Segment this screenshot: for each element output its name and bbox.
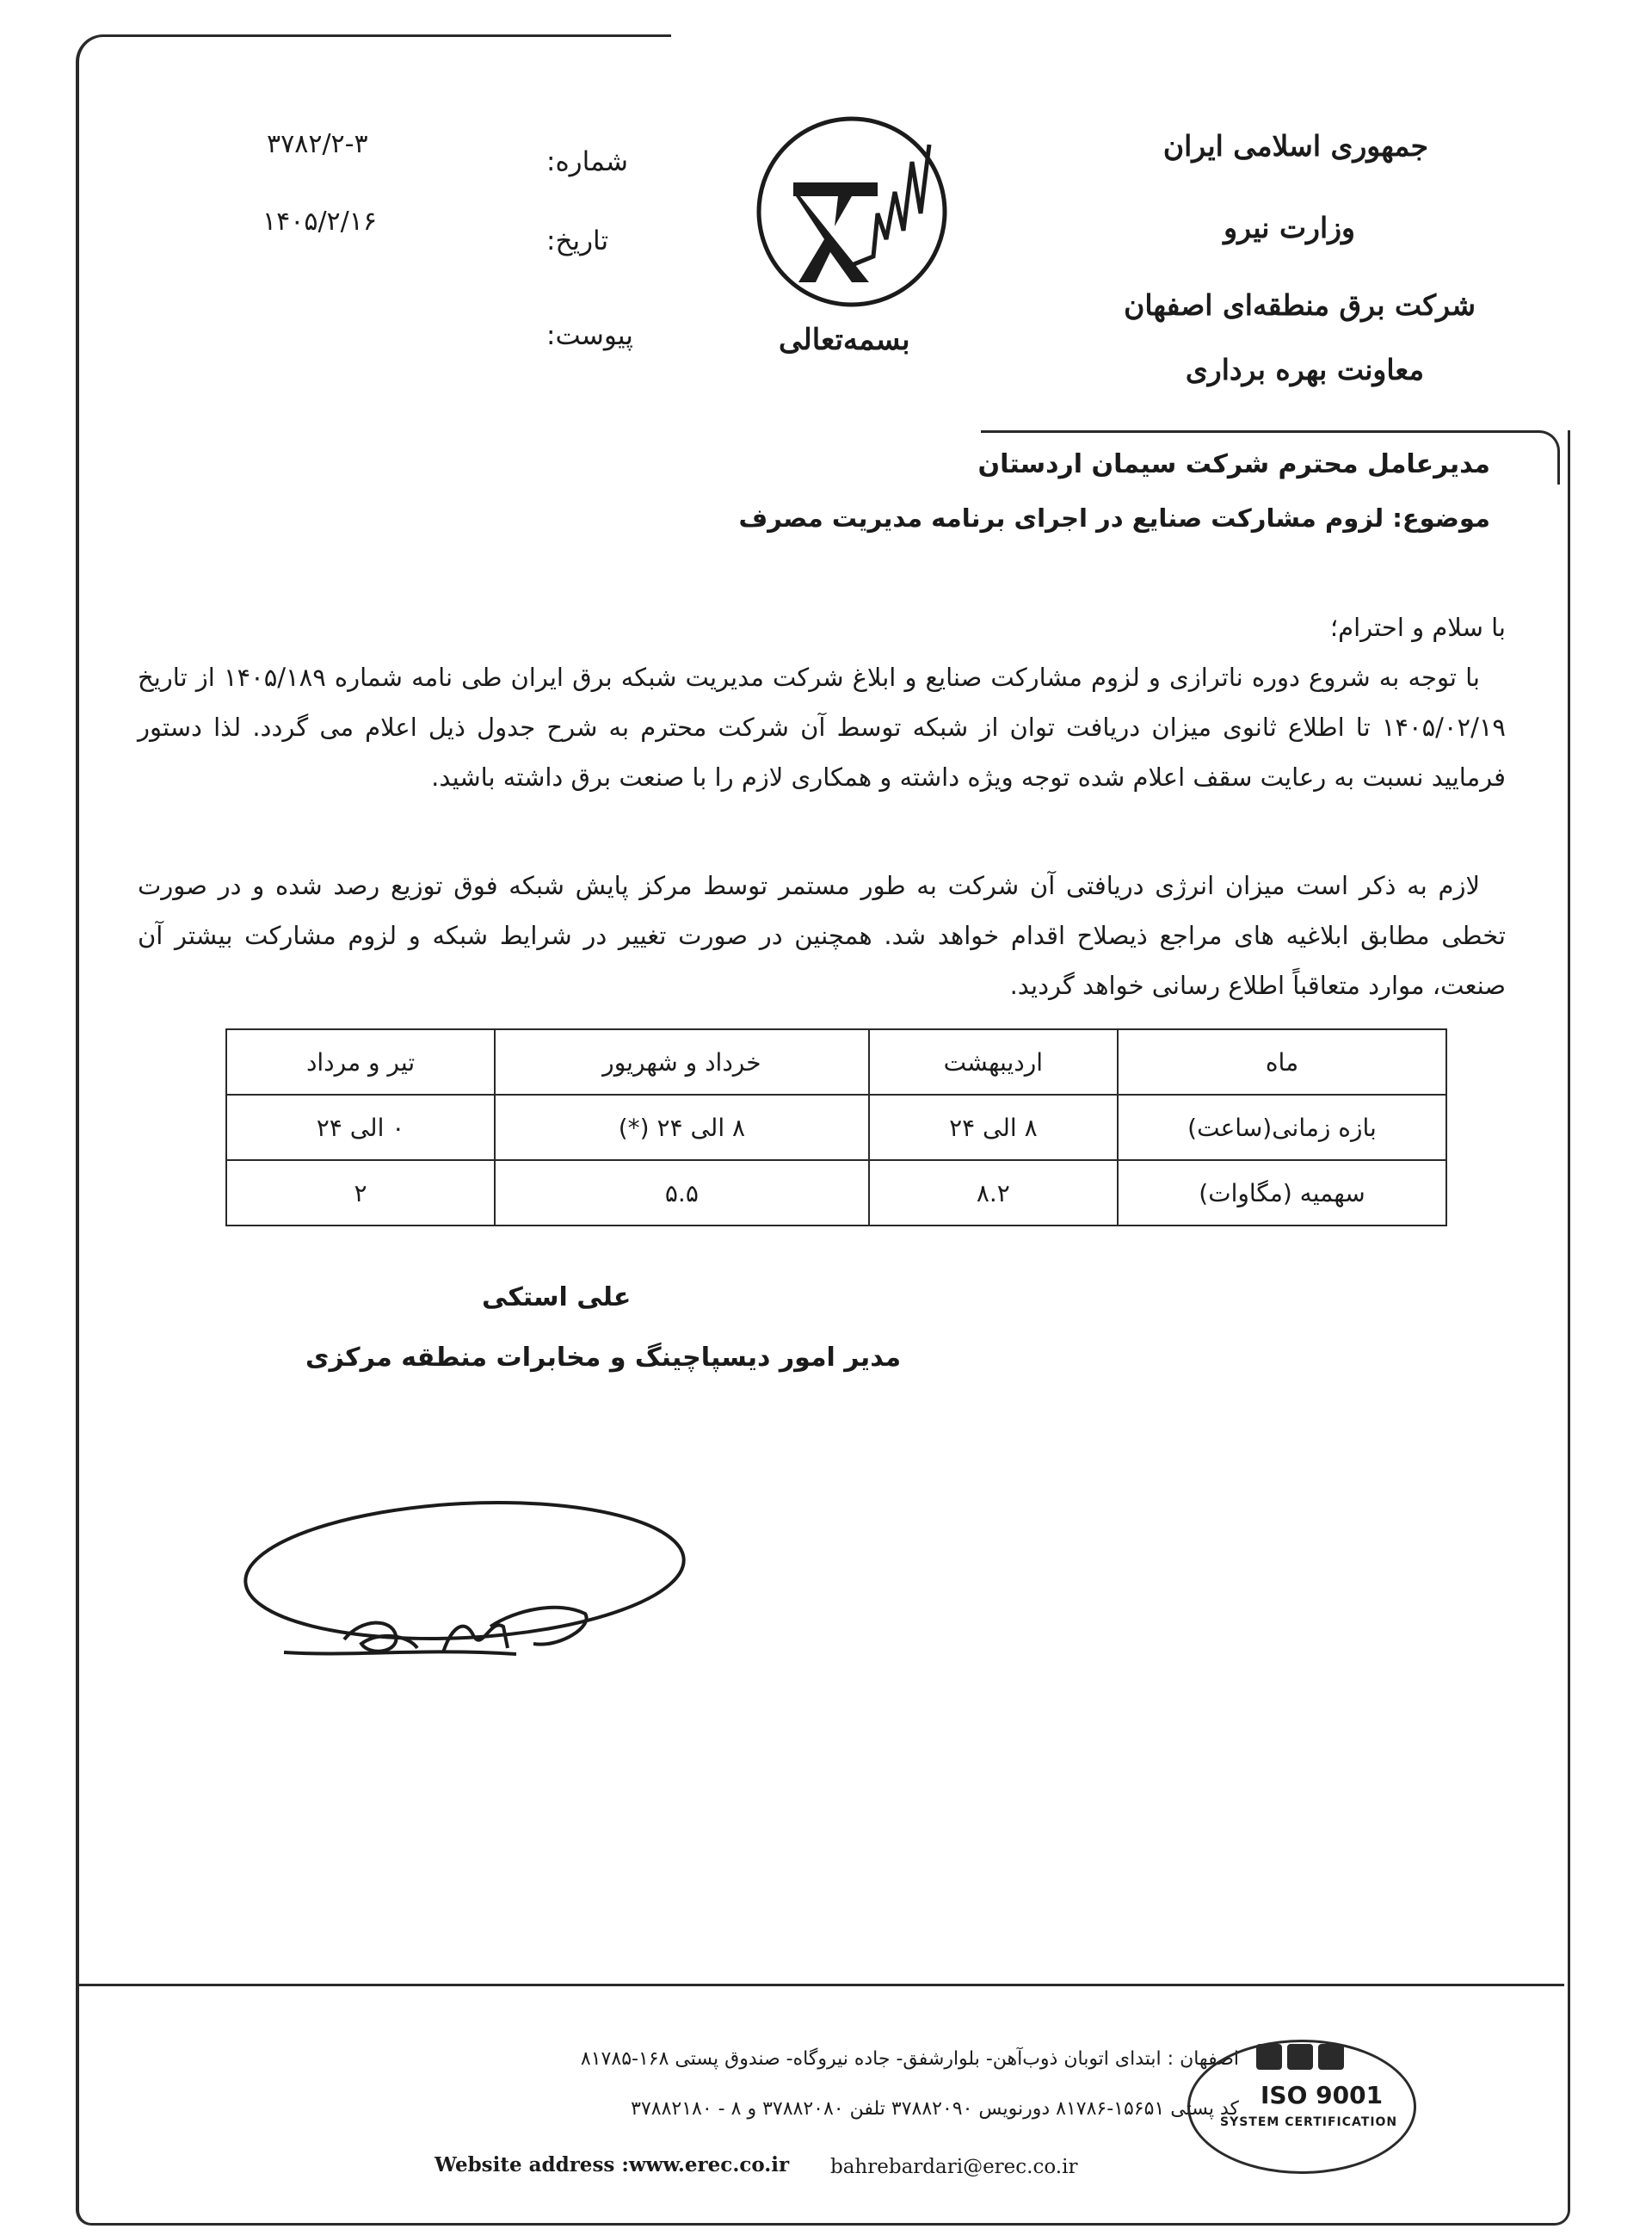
iso-label: ISO 9001 bbox=[1261, 2081, 1384, 2109]
paragraph-2: لازم به ذکر است میزان انرژی دریافتی آن شرکت به طور مستمر توسط مرکز پایش شبکه فوق توزیع رصد شده و در صورت تخطی مطابق ابلاغیه های مراجع ذیصلاح اقدام خواهد شد. همچنین در صورت تغییر در شرایط شبکه و لزوم مشارکت بیشتر آن صنعت، موارد متعاقباً اطلاع رسانی خواهد گردید. bbox=[138, 871, 1506, 1000]
subject: موضوع: لزوم مشارکت صنایع در اجرای برنامه مدیریت مصرف bbox=[738, 503, 1490, 533]
signer-name: علی استکی bbox=[482, 1282, 632, 1312]
signer-title: مدیر امور دیسپاچینگ و مخابرات منطقه مرکزی bbox=[305, 1343, 902, 1373]
table-cell: خرداد و شهریور bbox=[495, 1029, 869, 1095]
header-country: جمهوری اسلامی ایران bbox=[1162, 129, 1428, 163]
table-cell: ۰ الی ۲۴ bbox=[226, 1095, 495, 1160]
recipient: مدیرعامل محترم شرکت سیمان اردستان bbox=[977, 449, 1490, 479]
attachment-label: پیوست: bbox=[546, 320, 633, 351]
table-cell: ۸.۲ bbox=[869, 1160, 1118, 1226]
table-row bbox=[226, 1160, 1446, 1226]
handwritten-signature bbox=[232, 1489, 697, 1687]
footer-contact: کد پستی ۱۵۶۵۱-۸۱۷۸۶ دورنویس ۳۷۸۸۲۰۹۰ تلفن ۳۷۸۸۲۰۸۰ و ۸ - ۳۷۸۸۲۱۸۰ bbox=[631, 2098, 1239, 2120]
table-cell: بازه زمانی(ساعت) bbox=[1118, 1095, 1446, 1160]
invocation: بسمه‌تعالی bbox=[779, 323, 910, 357]
number-value: ۳۷۸۲/۲-۳ bbox=[267, 129, 368, 159]
table-cell: ۸ الی ۲۴ bbox=[869, 1095, 1118, 1160]
table-cell: تیر و مرداد bbox=[226, 1029, 495, 1095]
table-cell: اردیبهشت bbox=[869, 1029, 1118, 1095]
header-department: معاونت بهره برداری bbox=[1185, 353, 1424, 386]
date-value: ۱۴۰۵/۲/۱۶ bbox=[262, 207, 378, 237]
footer-divider bbox=[76, 1984, 1564, 1986]
footer-email[interactable]: bahrebardari@erec.co.ir bbox=[830, 2156, 1078, 2178]
table-cell: ۲ bbox=[226, 1160, 495, 1226]
header-company: شرکت برق منطقه‌ای اصفهان bbox=[1124, 288, 1476, 322]
quota-table bbox=[225, 1028, 1447, 1226]
footer-address: اصفهان : ابتدای اتوبان ذوب‌آهن- بلوارشفق- جاده نیروگاه- صندوق پستی ۱۶۸-۸۱۷۸۵ bbox=[580, 2048, 1239, 2070]
footer-website[interactable]: Website address :www.erec.co.ir bbox=[435, 2153, 790, 2176]
number-label: شماره: bbox=[546, 146, 628, 177]
table-cell: سهمیه (مگاوات) bbox=[1118, 1160, 1446, 1226]
table-cell: ماه bbox=[1118, 1029, 1446, 1095]
table-cell: ۸ الی ۲۴ (*) bbox=[495, 1095, 869, 1160]
company-logo bbox=[749, 110, 955, 317]
greeting: با سلام و احترام؛ bbox=[1329, 613, 1506, 642]
table-cell: ۵.۵ bbox=[495, 1160, 869, 1226]
table-row bbox=[226, 1095, 1446, 1160]
date-label: تاریخ: bbox=[546, 225, 609, 256]
table-header-row bbox=[226, 1029, 1446, 1095]
frame-gap-right bbox=[1557, 26, 1592, 430]
iso-sub: SYSTEM CERTIFICATION bbox=[1220, 2115, 1398, 2129]
frame-gap bbox=[671, 26, 1618, 41]
header-ministry: وزارت نیرو bbox=[1224, 211, 1355, 244]
iso-certification-icons bbox=[1256, 2044, 1344, 2070]
paragraph-1: با توجه به شروع دوره ناترازی و لزوم مشارکت صنایع و ابلاغ شرکت مدیریت شبکه برق ایران طی نامه شماره ۱۴۰۵/۱۸۹ از تاریخ ۱۴۰۵/۰۲/۱۹ تا اطلاع ثانوی میزان دریافت توان از شبکه توسط آن شرکت محترم به شرح جدول ذیل اعلام می گردد. لذا دستور فرمایید نسبت به رعایت سقف اعلام شده توجه ویژه داشته و همکاری لازم را با صنعت برق داشته باشید. bbox=[138, 663, 1506, 792]
